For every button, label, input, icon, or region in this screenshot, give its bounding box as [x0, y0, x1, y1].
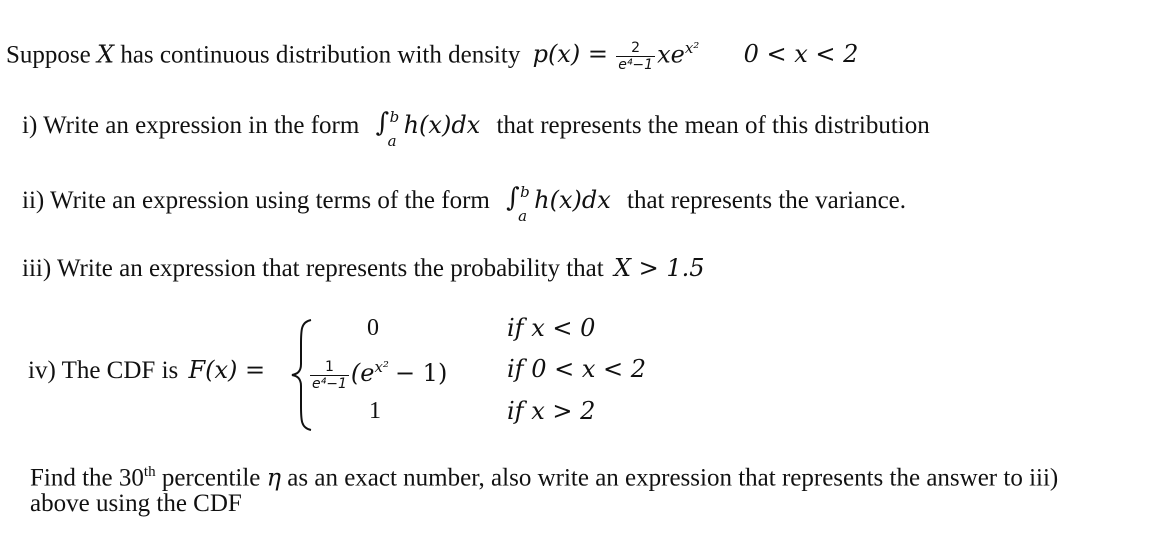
cdf-fraction: [310, 359, 349, 392]
density-fraction-denominator: e⁴−1: [618, 57, 654, 74]
density-fraction: [616, 40, 655, 73]
question-iii-text: iii) Write an expression that represents the probability that: [22, 255, 604, 282]
final-text-b: percentile: [161, 464, 261, 492]
final-line-2: above using the CDF: [30, 490, 242, 517]
density-fraction-numerator: 2: [616, 40, 655, 57]
cdf-fraction-denominator: e⁴−1: [312, 375, 347, 392]
question-iii: [22, 253, 705, 284]
final-ordinal: th: [143, 464, 156, 480]
cdf-fraction-numerator: 1: [310, 359, 349, 376]
case-3-condition: if x > 2: [507, 397, 596, 425]
final-text-c: as an exact number, also write an expression that represents the answer to iii): [287, 464, 1059, 492]
density-domain: 0 < x < 2: [743, 40, 859, 69]
case-2-condition: if 0 < x < 2: [507, 355, 646, 383]
integral-lower-bound: a: [518, 207, 528, 226]
intro-variable: X: [96, 40, 115, 69]
integral-upper-bound: b: [520, 183, 530, 202]
integral-lower-bound: a: [387, 132, 397, 151]
cdf-close: − 1): [394, 359, 448, 387]
case-2-expression: [308, 352, 447, 392]
question-iv: [28, 355, 265, 386]
cdf-lhs: F(x) =: [188, 356, 266, 384]
case-1-condition: if x < 0: [507, 314, 596, 342]
density-lhs: p(x) =: [532, 40, 608, 69]
question-ii-text: ii) Write an expression using terms of the form: [22, 187, 490, 214]
intro-line: [6, 33, 858, 73]
final-eta: η: [266, 463, 282, 492]
density-exp-power: x²: [684, 39, 700, 57]
case-1-value: 0: [367, 315, 379, 341]
question-i: [22, 108, 930, 151]
final-line-1: [30, 457, 1058, 493]
question-ii-tail: that represents the variance.: [627, 187, 907, 214]
density-body: x: [657, 40, 671, 69]
intro-text-2: has continuous distribution with density: [120, 41, 521, 69]
integral-symbol: ∫ b a: [504, 187, 534, 217]
question-i-text: i) Write an expression in the form: [22, 112, 360, 139]
cdf-power: x²: [374, 358, 389, 376]
question-i-tail: that represents the mean of this distribution: [496, 112, 930, 139]
question-iv-text: iv) The CDF is: [28, 357, 179, 384]
question-iii-condition: X > 1.5: [613, 254, 705, 282]
integral-symbol: ∫ b a: [374, 112, 404, 142]
question-ii: [22, 183, 907, 226]
cdf-open: (e: [350, 359, 375, 387]
final-text-a: Find the 30: [30, 464, 144, 492]
case-3-value: 1: [369, 398, 381, 424]
density-exp-base: e: [670, 40, 685, 69]
integral-upper-bound: b: [389, 108, 400, 127]
integrand: h(x)dx: [534, 186, 611, 214]
intro-text: Suppose: [6, 41, 91, 69]
integrand: h(x)dx: [403, 111, 481, 139]
